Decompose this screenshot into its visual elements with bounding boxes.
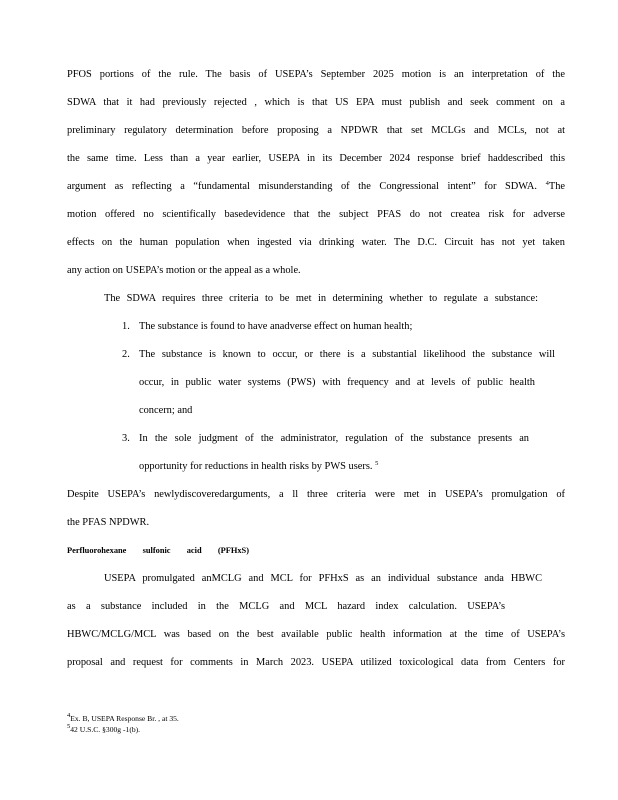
- body-line: the same time. Less than a year earlier, USEPA in its December 2024 response brief haddescribed this: [67, 153, 565, 164]
- body-line: the PFAS NPDWR.: [67, 517, 150, 528]
- body-line: preliminary regulatory determination before proposing a NPDWR that set MCLGs and MCLs, not at: [67, 125, 565, 136]
- list-item-line: [139, 460, 378, 474]
- body-line: PFOS portions of the rule. The basis of USEPA’s September 2025 motion is an interpretation of the: [67, 69, 565, 80]
- body-line: effects on the human population when ingested via drinking water. The D.C. Circuit has not yet taken: [67, 237, 565, 248]
- footnote-ref-5[interactable]: 5: [375, 460, 379, 467]
- body-line: Despite USEPA’s newlydiscoveredarguments, a ll three criteria were met in USEPA’s promulgation of: [67, 489, 565, 500]
- list-item-line: occur, in public water systems (PWS) with frequency and at levels of public health: [139, 377, 535, 388]
- body-line: any action on USEPA’s motion or the appeal as a whole.: [67, 265, 301, 276]
- list-item-line: concern; and: [139, 405, 193, 416]
- list-number: 2.: [122, 349, 130, 360]
- section-heading: Perfluorohexane sulfonic acid (PFHxS): [67, 546, 249, 555]
- footnote-5: [67, 725, 140, 735]
- list-item-line: The substance is known to occur, or there is a substantial likelihood the substance will: [139, 349, 555, 360]
- footnote-marker: 4: [67, 712, 71, 719]
- body-line: as a substance included in the MCLG and MCL hazard index calculation. USEPA’s: [67, 601, 505, 612]
- criteria-intro: The SDWA requires three criteria to be met in determining whether to regulate a substance:: [104, 293, 538, 304]
- footnote-marker: 5: [67, 723, 71, 730]
- body-line: [67, 180, 565, 194]
- footnote-text: Ex. B, USEPA Response Br. , at 35.: [70, 714, 179, 723]
- list-item-text: opportunity for reductions in health risks by PWS users.: [139, 461, 373, 472]
- body-line-text: argument as reflecting a “fundamental misunderstanding of the Congressional intent” for SDWA.: [67, 181, 538, 192]
- body-line: SDWA that it had previously rejected , which is that US EPA must publish and seek comment on a: [67, 97, 565, 108]
- list-item-line: In the sole judgment of the administrator, regulation of the substance presents an: [139, 433, 529, 444]
- list-item-line: The substance is found to have anadverse effect on human health;: [139, 321, 413, 332]
- body-line: USEPA promulgated anMCLG and MCL for PFHxS as an individual substance anda HBWC: [104, 573, 542, 584]
- body-line-tail: The: [548, 181, 565, 192]
- body-line: proposal and request for comments in March 2023. USEPA utilized toxicological data from Centers for: [67, 657, 565, 668]
- footnote-ref-4[interactable]: 4: [545, 180, 549, 187]
- footnote-4: [67, 714, 179, 724]
- body-line: HBWC/MCLG/MCL was based on the best available public health information at the time of USEPA’s: [67, 629, 565, 640]
- footnote-text: 42 U.S.C. §300g -1(b).: [70, 725, 141, 734]
- list-number: 1.: [122, 321, 130, 332]
- body-line: motion offered no scientifically basedevidence that the subject PFAS do not createa risk for adverse: [67, 209, 565, 220]
- list-number: 3.: [122, 433, 130, 444]
